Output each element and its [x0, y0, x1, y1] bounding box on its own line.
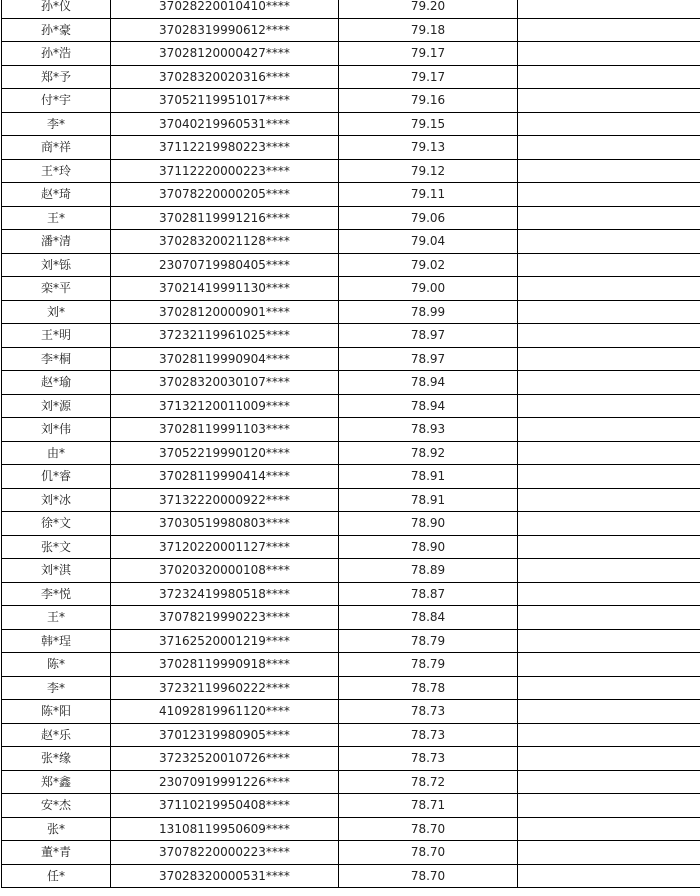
score-cell: 78.94	[339, 394, 518, 418]
remark-cell	[518, 324, 700, 348]
remark-cell	[518, 300, 700, 324]
table-row	[2, 606, 700, 630]
score-cell: 79.17	[339, 42, 518, 66]
name-cell: 王*	[2, 606, 111, 630]
table-row	[2, 394, 700, 418]
score-cell: 79.00	[339, 277, 518, 301]
score-cell: 78.79	[339, 629, 518, 653]
remark-cell	[518, 206, 700, 230]
table-row	[2, 629, 700, 653]
score-cell: 78.90	[339, 512, 518, 536]
name-cell: 李*桐	[2, 347, 111, 371]
table-row	[2, 324, 700, 348]
id-number-cell: 23070919991226****	[111, 770, 339, 794]
score-cell: 79.02	[339, 253, 518, 277]
name-cell: 刘*源	[2, 394, 111, 418]
name-cell: 郑*予	[2, 65, 111, 89]
score-cell: 78.89	[339, 559, 518, 583]
id-number-cell: 37040219960531****	[111, 112, 339, 136]
name-cell: 董*青	[2, 841, 111, 865]
remark-cell	[518, 770, 700, 794]
score-cell: 79.15	[339, 112, 518, 136]
table-row	[2, 418, 700, 442]
name-cell: 李*悦	[2, 582, 111, 606]
name-cell: 孙*浩	[2, 42, 111, 66]
name-cell: 孙*豪	[2, 18, 111, 42]
table-row	[2, 488, 700, 512]
name-cell: 陈*阳	[2, 700, 111, 724]
id-number-cell: 37162520001219****	[111, 629, 339, 653]
remark-cell	[518, 112, 700, 136]
id-number-cell: 37112219980223****	[111, 136, 339, 160]
id-number-cell: 37232520010726****	[111, 747, 339, 771]
name-cell: 付*宇	[2, 89, 111, 113]
score-cell: 78.70	[339, 864, 518, 888]
id-number-cell: 37028320030107****	[111, 371, 339, 395]
id-number-cell: 37028220010410****	[111, 0, 339, 18]
remark-cell	[518, 253, 700, 277]
score-cell: 78.94	[339, 371, 518, 395]
remark-cell	[518, 700, 700, 724]
table-row	[2, 747, 700, 771]
score-cell: 78.73	[339, 723, 518, 747]
id-number-cell: 37078219990223****	[111, 606, 339, 630]
score-cell: 78.93	[339, 418, 518, 442]
table-row	[2, 253, 700, 277]
id-number-cell: 37120220001127****	[111, 535, 339, 559]
table-row	[2, 89, 700, 113]
remark-cell	[518, 159, 700, 183]
remark-cell	[518, 277, 700, 301]
score-cell: 79.20	[339, 0, 518, 18]
score-cell: 78.70	[339, 817, 518, 841]
id-number-cell: 37012319980905****	[111, 723, 339, 747]
id-number-cell: 37028320021128****	[111, 230, 339, 254]
name-cell: 王*	[2, 206, 111, 230]
table-row	[2, 700, 700, 724]
table-row	[2, 794, 700, 818]
name-cell: 仉*睿	[2, 465, 111, 489]
remark-cell	[518, 841, 700, 865]
id-number-cell: 37028320000531****	[111, 864, 339, 888]
name-cell: 刘*冰	[2, 488, 111, 512]
id-number-cell: 37021419991130****	[111, 277, 339, 301]
name-cell: 张*文	[2, 535, 111, 559]
id-number-cell: 37232119960222****	[111, 676, 339, 700]
score-table	[1, 0, 700, 888]
id-number-cell: 37028119991103****	[111, 418, 339, 442]
id-number-cell: 37028320020316****	[111, 65, 339, 89]
remark-cell	[518, 512, 700, 536]
id-number-cell: 37078220000205****	[111, 183, 339, 207]
remark-cell	[518, 18, 700, 42]
name-cell: 李*	[2, 112, 111, 136]
table-row	[2, 770, 700, 794]
table-row	[2, 559, 700, 583]
name-cell: 任*	[2, 864, 111, 888]
table-row	[2, 136, 700, 160]
table-row	[2, 653, 700, 677]
table-row	[2, 277, 700, 301]
remark-cell	[518, 606, 700, 630]
id-number-cell: 37052219990120****	[111, 441, 339, 465]
id-number-cell: 23070719980405****	[111, 253, 339, 277]
name-cell: 徐*文	[2, 512, 111, 536]
name-cell: 王*玲	[2, 159, 111, 183]
remark-cell	[518, 65, 700, 89]
name-cell: 由*	[2, 441, 111, 465]
remark-cell	[518, 0, 700, 18]
score-cell: 79.12	[339, 159, 518, 183]
name-cell: 李*	[2, 676, 111, 700]
remark-cell	[518, 794, 700, 818]
score-cell: 79.11	[339, 183, 518, 207]
id-number-cell: 41092819961120****	[111, 700, 339, 724]
score-cell: 79.13	[339, 136, 518, 160]
remark-cell	[518, 723, 700, 747]
id-number-cell: 37112220000223****	[111, 159, 339, 183]
remark-cell	[518, 535, 700, 559]
name-cell: 张*	[2, 817, 111, 841]
name-cell: 陈*	[2, 653, 111, 677]
table-row	[2, 841, 700, 865]
name-cell: 刘*伟	[2, 418, 111, 442]
score-cell: 79.16	[339, 89, 518, 113]
score-cell: 78.91	[339, 465, 518, 489]
remark-cell	[518, 230, 700, 254]
remark-cell	[518, 864, 700, 888]
id-number-cell: 13108119950609****	[111, 817, 339, 841]
table-row	[2, 512, 700, 536]
table-row	[2, 300, 700, 324]
table-row	[2, 371, 700, 395]
score-cell: 78.97	[339, 324, 518, 348]
table-row	[2, 864, 700, 888]
score-cell: 78.78	[339, 676, 518, 700]
table-row	[2, 0, 700, 18]
name-cell: 安*杰	[2, 794, 111, 818]
id-number-cell: 37028119990918****	[111, 653, 339, 677]
score-cell: 79.17	[339, 65, 518, 89]
remark-cell	[518, 418, 700, 442]
score-cell: 78.97	[339, 347, 518, 371]
score-cell: 78.73	[339, 700, 518, 724]
remark-cell	[518, 629, 700, 653]
name-cell: 张*缘	[2, 747, 111, 771]
table-row	[2, 582, 700, 606]
id-number-cell: 37028120000901****	[111, 300, 339, 324]
id-number-cell: 37030519980803****	[111, 512, 339, 536]
score-cell: 78.87	[339, 582, 518, 606]
score-cell: 78.92	[339, 441, 518, 465]
score-cell: 79.04	[339, 230, 518, 254]
table-row	[2, 535, 700, 559]
score-cell: 78.73	[339, 747, 518, 771]
name-cell: 郑*鑫	[2, 770, 111, 794]
table-row	[2, 441, 700, 465]
id-number-cell: 37052119951017****	[111, 89, 339, 113]
remark-cell	[518, 676, 700, 700]
name-cell: 王*明	[2, 324, 111, 348]
remark-cell	[518, 465, 700, 489]
remark-cell	[518, 747, 700, 771]
remark-cell	[518, 394, 700, 418]
name-cell: 潘*清	[2, 230, 111, 254]
score-cell: 78.91	[339, 488, 518, 512]
id-number-cell: 37232419980518****	[111, 582, 339, 606]
id-number-cell: 37028120000427****	[111, 42, 339, 66]
name-cell: 赵*琦	[2, 183, 111, 207]
id-number-cell: 37110219950408****	[111, 794, 339, 818]
remark-cell	[518, 347, 700, 371]
name-cell: 栾*平	[2, 277, 111, 301]
remark-cell	[518, 42, 700, 66]
table-row	[2, 206, 700, 230]
remark-cell	[518, 441, 700, 465]
score-cell: 78.79	[339, 653, 518, 677]
table-row	[2, 112, 700, 136]
score-cell: 78.90	[339, 535, 518, 559]
name-cell: 孙*仪	[2, 0, 111, 18]
table-row	[2, 723, 700, 747]
remark-cell	[518, 183, 700, 207]
table-row	[2, 347, 700, 371]
name-cell: 商*祥	[2, 136, 111, 160]
remark-cell	[518, 817, 700, 841]
table-row	[2, 817, 700, 841]
remark-cell	[518, 89, 700, 113]
table-row	[2, 676, 700, 700]
score-cell: 79.18	[339, 18, 518, 42]
name-cell: 赵*乐	[2, 723, 111, 747]
table-row	[2, 465, 700, 489]
table-row	[2, 183, 700, 207]
name-cell: 刘*铄	[2, 253, 111, 277]
remark-cell	[518, 488, 700, 512]
score-cell: 78.72	[339, 770, 518, 794]
id-number-cell: 37028119990414****	[111, 465, 339, 489]
table-row	[2, 42, 700, 66]
name-cell: 刘*淇	[2, 559, 111, 583]
remark-cell	[518, 653, 700, 677]
id-number-cell: 37232119961025****	[111, 324, 339, 348]
remark-cell	[518, 371, 700, 395]
remark-cell	[518, 582, 700, 606]
name-cell: 韩*珵	[2, 629, 111, 653]
id-number-cell: 37028319990612****	[111, 18, 339, 42]
name-cell: 刘*	[2, 300, 111, 324]
table-row	[2, 18, 700, 42]
id-number-cell: 37028119991216****	[111, 206, 339, 230]
id-number-cell: 37132120011009****	[111, 394, 339, 418]
id-number-cell: 37132220000922****	[111, 488, 339, 512]
id-number-cell: 37020320000108****	[111, 559, 339, 583]
score-cell: 78.84	[339, 606, 518, 630]
score-cell: 78.99	[339, 300, 518, 324]
table-row	[2, 159, 700, 183]
score-cell: 78.70	[339, 841, 518, 865]
name-cell: 赵*瑜	[2, 371, 111, 395]
score-cell: 79.06	[339, 206, 518, 230]
remark-cell	[518, 559, 700, 583]
table-row	[2, 230, 700, 254]
table-row	[2, 65, 700, 89]
score-cell: 78.71	[339, 794, 518, 818]
id-number-cell: 37028119990904****	[111, 347, 339, 371]
remark-cell	[518, 136, 700, 160]
score-table-body	[2, 0, 700, 888]
id-number-cell: 37078220000223****	[111, 841, 339, 865]
